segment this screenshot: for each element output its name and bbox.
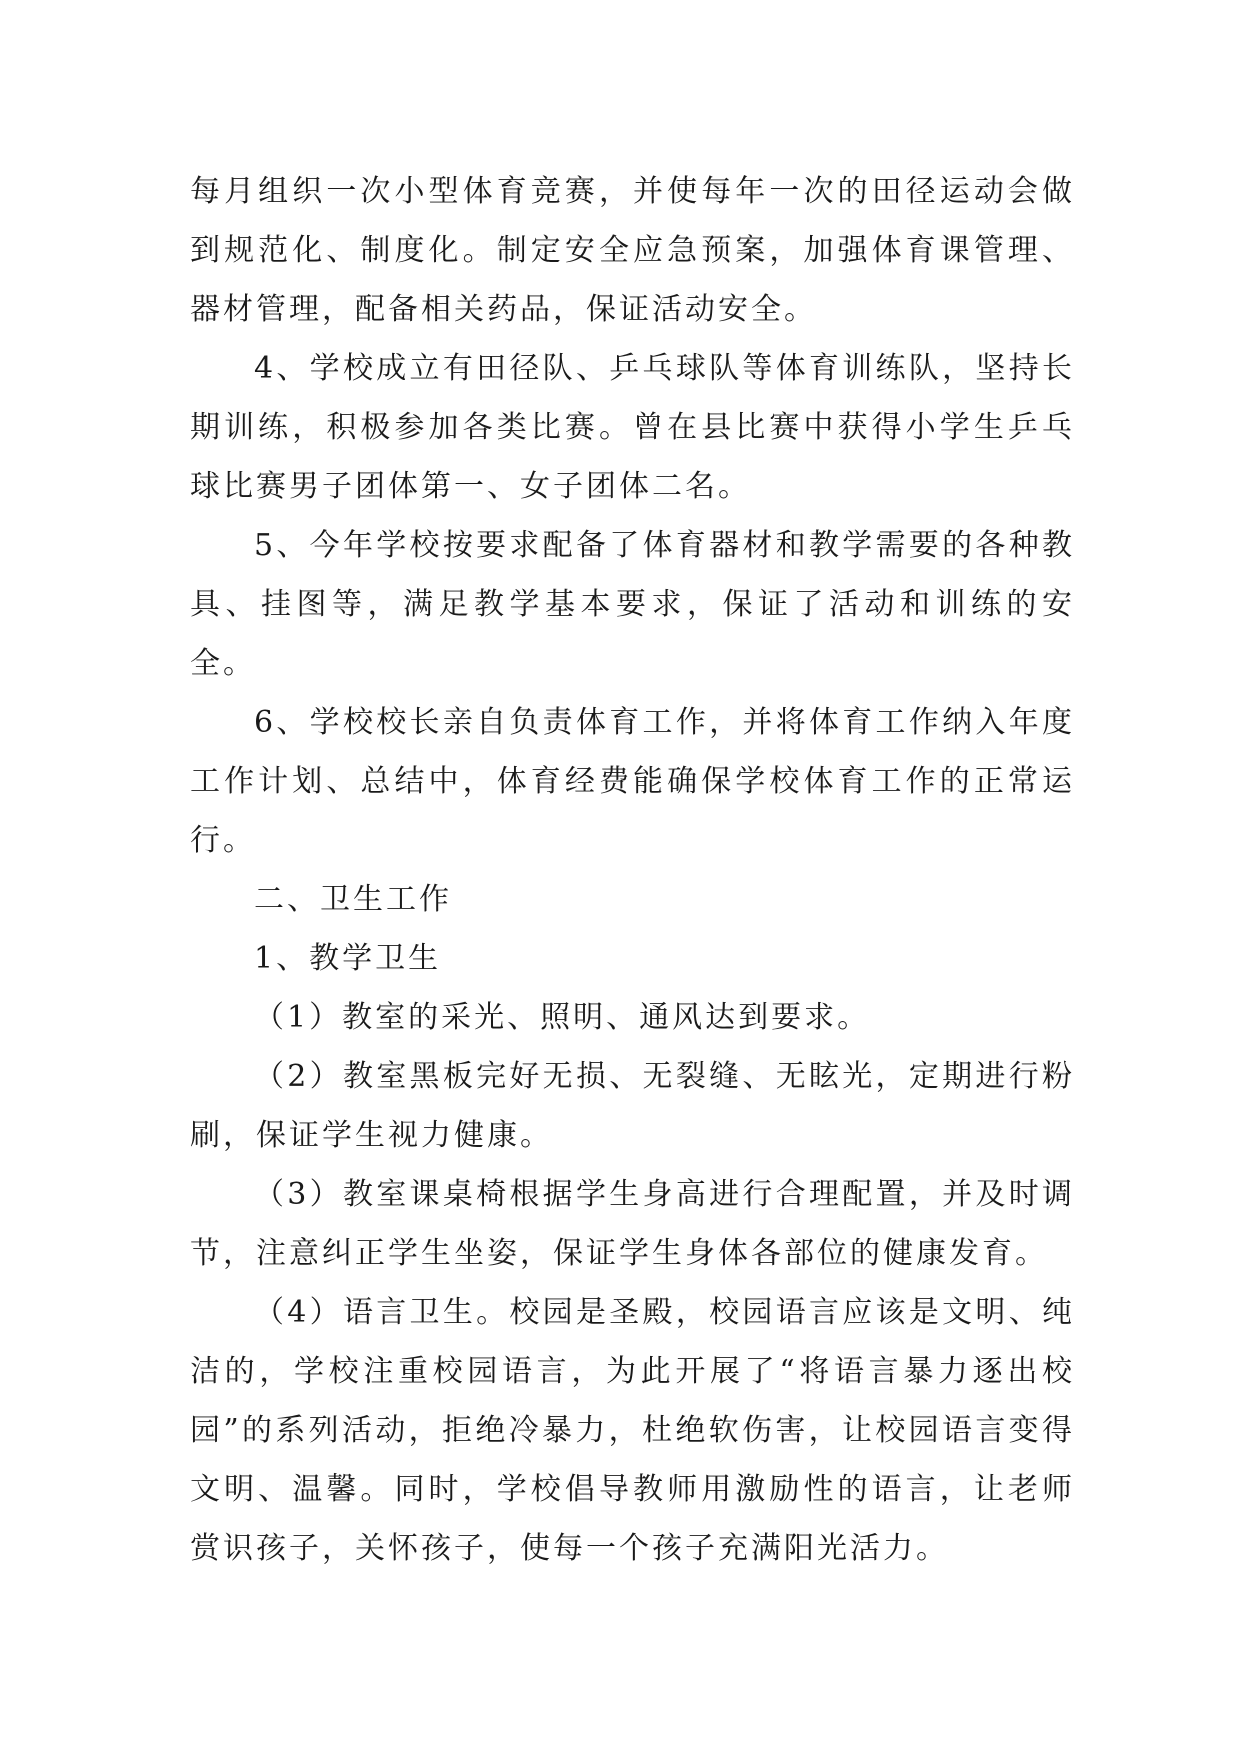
paragraph-sub-2: （2）教室黑板完好无损、无裂缝、无眩光，定期进行粉刷，保证学生视力健康。 (190, 1059, 1075, 1153)
paragraph-item-5: 5、今年学校按要求配备了体育器材和教学需要的各种教具、挂图等，满足教学基本要求，保证了活动和训练的安全。 (190, 528, 1075, 681)
paragraph-sub-3: （3）教室课桌椅根据学生身高进行合理配置，并及时调节，注意纠正学生坐姿，保证学生身体各部位的健康发育。 (190, 1177, 1075, 1271)
paragraph-continuation: 每月组织一次小型体育竞赛，并使每年一次的田径运动会做到规范化、制度化。制定安全应急预案，加强体育课管理、器材管理，配备相关药品，保证活动安全。 (190, 174, 1075, 327)
section-heading-hygiene: 二、卫生工作 (254, 882, 452, 917)
paragraph-sub-4: （4）语言卫生。校园是圣殿，校园语言应该是文明、纯洁的，学校注重校园语言，为此开展了“将语言暴力逐出校园”的系列活动，拒绝冷暴力，杜绝软伤害，让校园语言变得文明、温馨。同时，学校倡导教师用激励性的语言，让老师赏识孩子，关怀孩子，使每一个孩子充满阳光活力。 (190, 1295, 1075, 1566)
paragraph-item-4: 4、学校成立有田径队、乒乓球队等体育训练队，坚持长期训练，积极参加各类比赛。曾在县比赛中获得小学生乒乓球比赛男子团体第一、女子团体二名。 (190, 351, 1075, 504)
subheading-teaching-hygiene: 1、教学卫生 (254, 941, 442, 976)
document-body (190, 162, 1075, 1578)
paragraph-item-6: 6、学校校长亲自负责体育工作，并将体育工作纳入年度工作计划、总结中，体育经费能确保学校体育工作的正常运行。 (190, 705, 1075, 858)
paragraph-sub-1: （1）教室的采光、照明、通风达到要求。 (254, 1000, 871, 1035)
